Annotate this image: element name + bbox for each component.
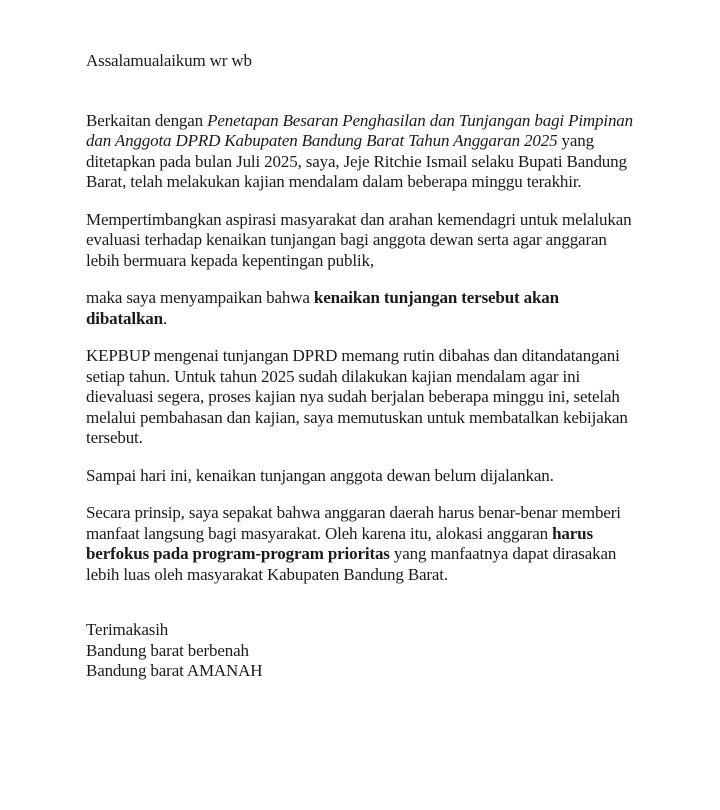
closing-block	[86, 620, 638, 682]
text-segment: Mempertimbangkan aspirasi masyarakat dan arahan kemendagri untuk melalukan evaluasi terhadap kenaikan tunjangan bagi anggota dewan serta agar anggaran lebih bermuara kepada kepentingan publik,	[86, 209, 632, 270]
paragraph-principle	[86, 503, 638, 585]
text-segment: yang ditetapkan pada bulan Juli 2025, saya, Jeje Ritchie Ismail selaku Bupati Bandung Barat, telah melakukan kajian mendalam dalam beberapa minggu terakhir.	[86, 131, 627, 191]
text-segment: Assalamualaikum wr wb	[86, 51, 252, 70]
paragraph-decision	[86, 288, 638, 329]
letter-document	[86, 51, 638, 682]
paragraph-consideration	[86, 210, 638, 272]
text-segment: maka saya menyampaikan bahwa	[86, 288, 314, 307]
text-segment: .	[162, 308, 168, 328]
closing-slogan-1: Bandung barat berbenah	[86, 640, 249, 660]
text-segment-bold: kenaikan tunjangan tersebut akan dibatalkan	[86, 288, 559, 328]
closing-thanks: Terimakasih	[86, 620, 169, 639]
text-segment: Secara prinsip, saya sepakat bahwa anggaran daerah harus benar-benar memberi manfaat langsung bagi masyarakat. Oleh karena itu, alokasi anggaran	[86, 503, 621, 543]
text-segment-bold: harus berfokus pada program-program prioritas	[86, 523, 593, 563]
text-segment: KEPBUP mengenai tunjangan DPRD memang rutin dibahas dan ditandatangani setiap tahun. Untuk tahun 2025 sudah dilakukan kajian mendalam agar ini dievaluasi segera, proses kajian nya sudah berjalan beberapa minggu ini, setelah melalui pembahasan dan kajian, saya memutuskan untuk membatalkan kebijakan tersebut.	[86, 346, 628, 447]
text-segment: Berkaitan dengan	[86, 110, 208, 130]
text-segment-italic: Penetapan Besaran Penghasilan dan Tunjangan bagi Pimpinan dan Anggota DPRD Kabupaten Bandung Barat Tahun Anggaran 2025	[86, 110, 633, 150]
paragraph-status	[86, 466, 638, 487]
text-segment: Sampai hari ini, kenaikan tunjangan anggota dewan belum dijalankan.	[86, 465, 554, 485]
text-segment: yang manfaatnya dapat dirasakan lebih luas oleh masyarakat Kabupaten Bandung Barat.	[86, 544, 617, 584]
paragraph-kepbup-explanation	[86, 346, 638, 449]
closing-slogan-2: Bandung barat AMANAH	[86, 661, 263, 680]
paragraph-opening	[86, 111, 638, 193]
paragraph-salutation	[86, 51, 638, 72]
